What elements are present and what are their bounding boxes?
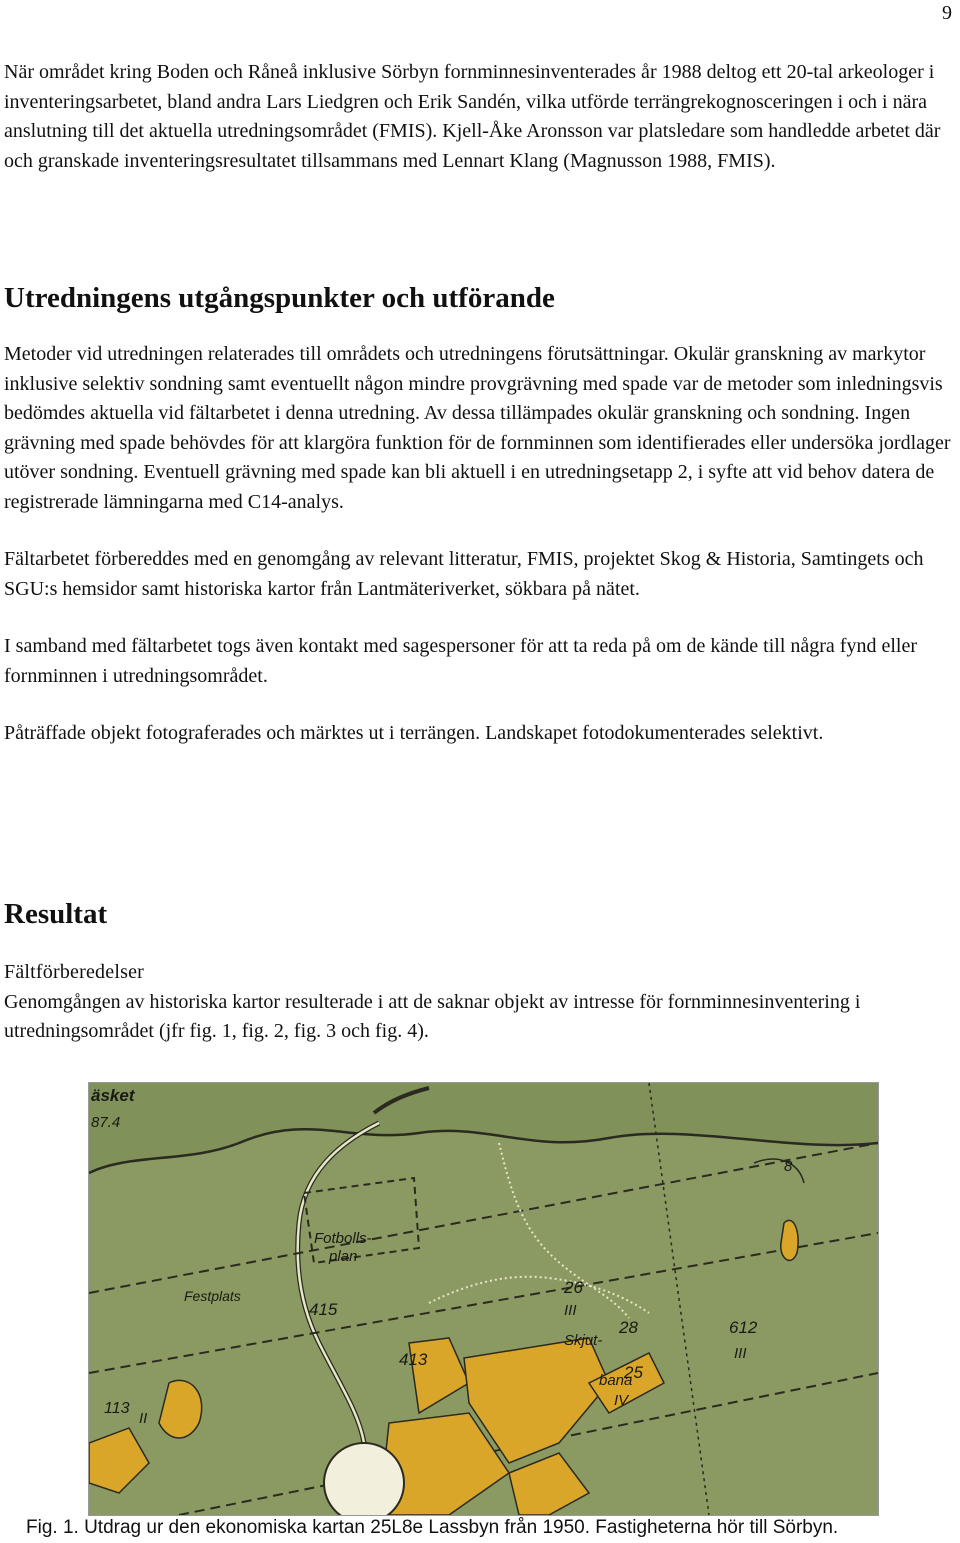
- map-label-plan: plan: [329, 1248, 358, 1265]
- methods-section: [4, 280, 956, 749]
- map-label-25: 25: [624, 1363, 643, 1382]
- map-figure: [88, 1082, 879, 1516]
- map-label-26: 26: [564, 1278, 583, 1297]
- map-image: [89, 1083, 878, 1515]
- map-label-skjut: Skjut-: [564, 1332, 603, 1349]
- intro-paragraph: När området kring Boden och Råneå inklusive Sörbyn fornminnesinventerades år 1988 deltog ett 20-tal arkeologer i inventeringsarbetet, bland andra Lars Liedgren och Erik Sandén, vilka utförde terrängrekognosceringen i och i nära anslutning till det aktuella utredningsområdet (FMIS). Kjell-Åke Aronsson var platsledare som handledde arbetet där och granskade inventeringsresultatet tillsammans med Lennart Klang (Magnusson 1988, FMIS).: [4, 61, 941, 172]
- map-label-612: 612: [729, 1318, 758, 1337]
- map-label-IV: IV: [614, 1392, 629, 1409]
- map-label-elevation: 87.4: [91, 1114, 121, 1131]
- methods-paragraph-2: Fältarbetet förbereddes med en genomgång av relevant litteratur, FMIS, projektet Skog & Historia, Samtingets och SGU:s hemsidor samt historiska kartor från Lantmäteriverket, sökbara på nätet.: [4, 548, 924, 600]
- map-label-II: II: [139, 1410, 148, 1427]
- map-label-8: 8: [784, 1158, 793, 1175]
- section-title-methods: Utredningens utgångspunkter och utförande: [4, 282, 555, 314]
- methods-paragraph-4: Påträffade objekt fotograferades och märktes ut i terrängen. Landskapet fotodokumenterades selektivt.: [4, 722, 824, 744]
- map-label-415: 415: [309, 1300, 338, 1319]
- methods-paragraph-1: Metoder vid utredningen relaterades till områdets och utredningens förutsättningar. Okulär granskning av markytor inklusive selektiv sondning samt eventuellt någon mindre provgrävning med spade var de metoder som inledningsvis bedömdes aktuella vid fältarbetet i denna utredning. Av dessa tillämpades okulär granskning och sondning. Ingen grävning med spade behövdes för att klargöra funktion för de fornminnen som identifierades eller undersöka jordlager utöver sondning. Eventuell grävning med spade kan bli aktuell i en utredningsetapp 2, i syfte att vid behov datera de registrerade lämningarna med C14-analys.: [4, 343, 951, 513]
- section-title-results: Resultat: [4, 898, 108, 930]
- results-paragraph: Genomgången av historiska kartor resulterade i att de saknar objekt av intresse för fornminnesinventering i utredningsområdet (jfr fig. 1, fig. 2, fig. 3 och fig. 4).: [4, 990, 861, 1042]
- intro-section: [4, 58, 956, 176]
- map-roundabout: [324, 1443, 404, 1515]
- map-field-8: [781, 1220, 798, 1260]
- map-label-lake: äsket: [91, 1086, 135, 1105]
- results-section: [4, 896, 956, 1047]
- map-label-113: 113: [104, 1400, 130, 1417]
- map-label-28: 28: [619, 1318, 638, 1337]
- map-label-III-a: III: [564, 1302, 577, 1319]
- map-label-III-b: III: [734, 1345, 747, 1362]
- page-number: 9: [942, 2, 952, 24]
- map-label-bana: bana: [599, 1372, 633, 1389]
- map-label-413: 413: [399, 1350, 428, 1369]
- subheading-preparations: Fältförberedelser: [4, 961, 145, 983]
- figure-caption: Fig. 1. Utdrag ur den ekonomiska kartan 25L8e Lassbyn från 1950. Fastigheterna hör till Sörbyn.: [26, 1517, 839, 1538]
- methods-paragraph-3: I samband med fältarbetet togs även kontakt med sagespersoner för att ta reda på om de kände till några fynd eller fornminnen i utredningsområdet.: [4, 635, 917, 687]
- map-label-festplats: Festplats: [184, 1288, 241, 1304]
- map-label-fotbolls: Fotbolls-: [314, 1230, 372, 1247]
